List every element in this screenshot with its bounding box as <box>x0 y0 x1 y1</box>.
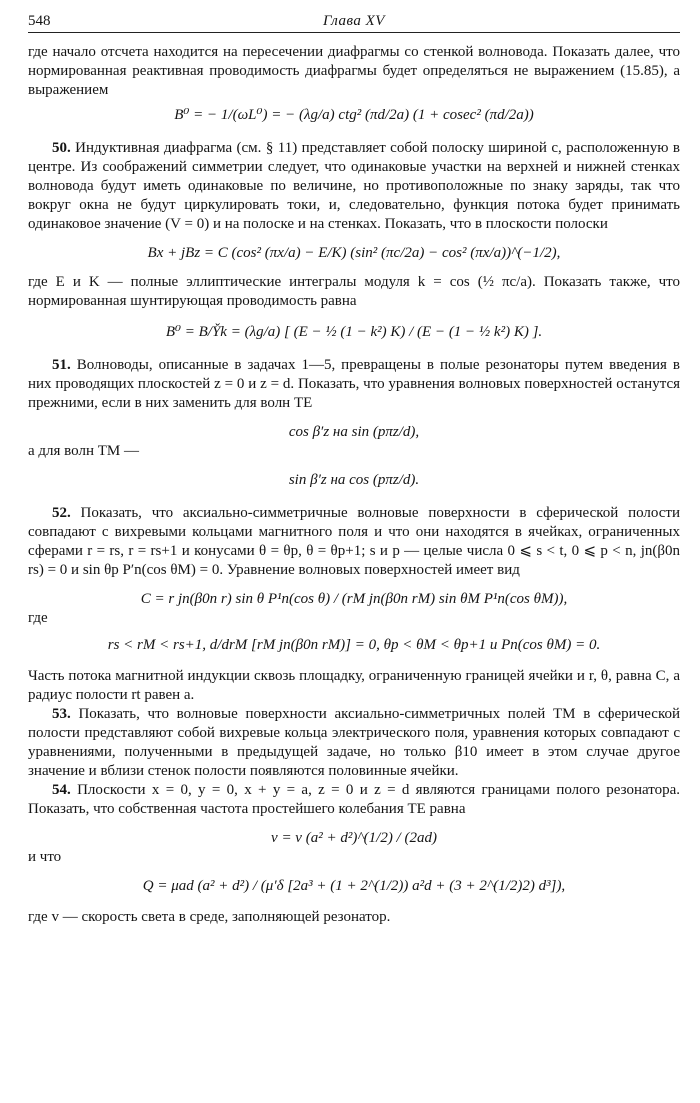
formula-frequency: ν = v (a² + d²)^(1/2) / (2ad) <box>271 830 437 846</box>
problem-text: Показать, что волновые поверхности аксиально-симметричных полей TM в сферической полости представляют собой вихревые кольца электрического поля, уравнения которых совпадают с уравнениями, полученными в предыдущей задаче, но только β10 имеет в этом случае другое значение и вблизи стенок полости появляются половинные ячейки. <box>28 706 680 779</box>
formula-reactive-conductance: B⁰ = − 1/(ωL⁰) = − (λg/a) ctg² (πd/2a) (1 + cosec² (πd/2a)) <box>174 107 534 123</box>
formula-shunt-conductance: B⁰ = B/Y̌k = (λg/a) [ (E − ½ (1 − k²) K) / (E − (1 − ½ k²) K) ]. <box>165 324 543 340</box>
problem-number: 53. <box>52 706 71 722</box>
paragraph-elliptic: где E и K — полные эллиптические интегралы модуля k = cos (½ πc/a). Показать также, что нормированная шунтирующая проводимость равна <box>28 274 680 309</box>
formula-conditions: rs < rM < rs+1, d/drM [rM jn(β0n rM)] = 0, θp < θM < θp+1 и Pn(cos θM) = 0. <box>107 637 601 653</box>
page-number: 548 <box>28 13 51 29</box>
problem-text: Показать, что аксиально-симметричные волновые поверхности в сферической полости совпадают с вихревыми кольцами магнитного поля и что они находятся в ячейках, ограниченных сферами r = rs, r = rs+1 и конусами θ = θp, θ = θp+1; s и p — целые числа 0 ⩽ s < t, 0 ⩽ p < n, jn(β0n rs) = 0 и sin θp P′n(cos θM) = 0. Уравнение волновых поверхностей имеет вид <box>28 505 680 578</box>
formula-wave-surfaces: C = r jn(β0n r) sin θ P¹n(cos θ) / (rM jn(β0n rM) sin θM P¹n(cos θM)), <box>140 591 568 607</box>
problem-number: 54. <box>52 782 71 798</box>
problem-text: Волноводы, описанные в задачах 1—5, превращены в полые резонаторы путем введения в них проводящих плоскостей z = 0 и z = d. Показать, что уравнения волновых поверхностей останутся прежними, если в них заменить для волн TE <box>28 357 680 411</box>
formula-quality-factor: Q = μad (a² + d²) / (μ′δ [2a³ + (1 + 2^(1/2)) a²d + (3 + 2^(1/2)2) d³]), <box>142 878 566 894</box>
page-header <box>28 10 680 33</box>
problem-53 <box>28 705 680 781</box>
chapter-title: Глава XV <box>323 13 385 29</box>
formula-tm-replacement: sin β′z на cos (pπz/d). <box>288 472 420 488</box>
problem-number: 52. <box>52 505 71 521</box>
paragraph-light-speed: где v — скорость света в среде, заполняющей резонатор. <box>28 909 391 925</box>
formula-field-components: Bx + jBz = C (cos² (πx/a) − E/K) (sin² (πc/2a) − cos² (πx/a))^(−1/2), <box>147 245 561 261</box>
problem-number: 50. <box>52 140 71 156</box>
label-tm: а для волн TM — <box>28 443 139 459</box>
problem-text: Индуктивная диафрагма (см. § 11) представляет собой полоску шириной c, расположенную в центре. Из соображений симметрии следует, что одинаковые участки на верхней и нижней стенках волновода будут иметь одинаковые по величине, но противоположные по знаку заряды, так что вокруг окна не будут циркулировать токи, и, следовательно, функция потока будет принимать одинаковое значение (V = 0) и на полоске и на стенках. Показать, что в плоскости полоски <box>28 140 680 232</box>
problem-50 <box>28 139 680 234</box>
problem-51 <box>28 356 680 413</box>
problem-text: Плоскости x = 0, y = 0, x + y = a, z = 0 и z = d являются границами полого резонатора. Показать, что собственная частота простейшего колебания TE равна <box>28 782 680 817</box>
problem-54 <box>28 781 680 819</box>
paragraph-intro: где начало отсчета находится на пересечении диафрагмы со стенкой волновода. Показать далее, что нормированная реактивная проводимость диафрагмы будет определяться не выражением (15.85), а выражением <box>28 44 680 98</box>
label-and-that: и что <box>28 849 62 865</box>
problem-52 <box>28 504 680 580</box>
problem-number: 51. <box>52 357 71 373</box>
book-page <box>28 10 680 1095</box>
paragraph-flux: Часть потока магнитной индукции сквозь площадку, ограниченную границей ячейки и r, θ, равна C, а радиус полости rt равен a. <box>28 668 680 703</box>
label-where: где <box>28 610 48 626</box>
formula-te-replacement: cos β′z на sin (pπz/d), <box>288 424 420 440</box>
